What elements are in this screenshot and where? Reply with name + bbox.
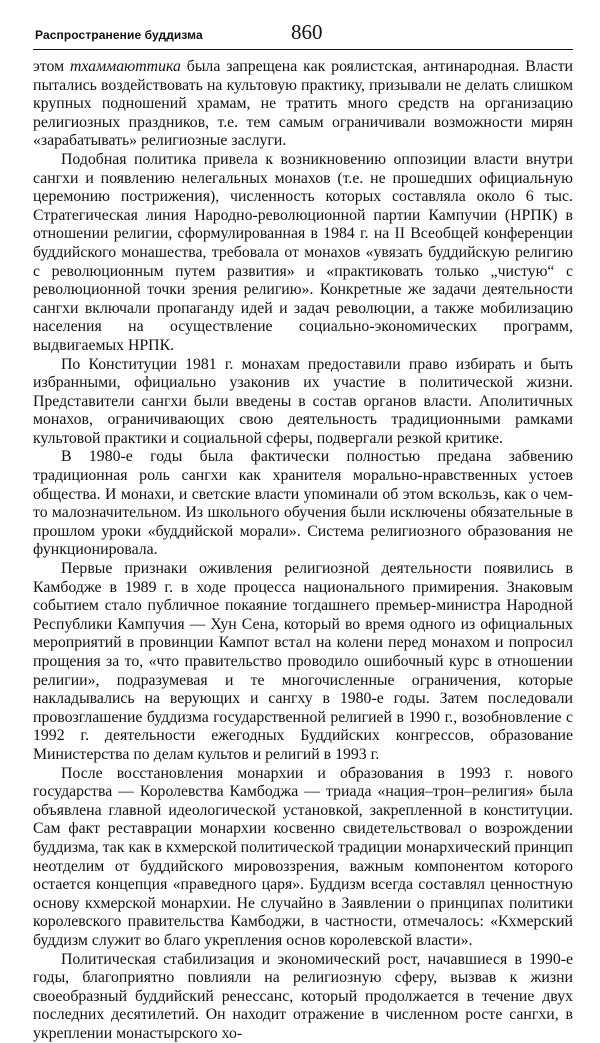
header-rule <box>33 49 573 50</box>
paragraph: После восстановления монархии и образования в 1993 г. нового государства — Королевства Камбоджа — триада «нация–трон–религия» была объявлена главной идеологической установкой, закрепленной в конституции. Сам факт реставрации монархии косвенно свидетельствовал о возрождении буддизма, так как в кхмерской политической традиции монархический принцип неотделим от буддийского мировоззрения, важным компонентом которого остается концепция «праведного царя». Буддизм всегда составлял ценностную основу кхмерской монархии. Не случайно в Заявлении о принципах политики королевского правительства Камбоджи, в частности, отмечалось: «Кхмерский буддизм служит во благо укрепления основ королевской власти». <box>33 765 573 951</box>
running-title: Распространение буддизма <box>35 28 203 42</box>
paragraph: В 1980-е годы была фактически полностью предана забвению традиционная роль сангхи как хранителя морально-нравственных устоев общества. И монахи, и светские власти упоминали об этом вскользь, как о чем-то малозначительном. Из школьного обучения были исключены обязательные в прошлом уроки «буддийской морали». Система религиозного образования не функционировала. <box>33 448 573 560</box>
page-number: 860 <box>291 20 323 45</box>
body-text <box>33 58 573 1043</box>
paragraph: Первые признаки оживления религиозной деятельности появились в Камбодже в 1989 г. в ходе процесса национального примирения. Знаковым событием стало публичное покаяние тогдашнего премьер-министра Народной Республики Кампучия — Хун Сена, который во время одного из официальных мероприятий в провинции Кампот встал на колени перед монахом и попросил прощения за то, «что правительство проводило ошибочный курс в отношении религии», подразумевая и те многочисленные ограничения, которые накладывались на верующих и сангху в 1980-е годы. Затем последовали провозглашение буддизма государственной религией в 1990 г., возобновление с 1992 г. деятельности ежегодных Буддийских конгрессов, образование Министерства по делам культов и религий в 1993 г. <box>33 560 573 765</box>
paragraph <box>33 58 573 151</box>
paragraph-text: этом <box>33 58 70 75</box>
paragraph: Подобная политика привела к возникновению оппозиции власти внутри сангхи и появлению нелегальных монахов (т.е. не прошедших официальную церемонию пострижения), численность которых составляла около 6 тыс. Стратегическая линия Народно-революционной партии Кампучии (НРПК) в отношении религии, сформулированная в 1984 г. на II Всеобщей конференции буддийского монашества, требовала от монахов «увязать буддийскую религию с революционным путем развития» и «практиковать только „чистую“ с революционной точки зрения религию». Конкретные же задачи деятельности сангхи включали пропаганду идей и задач революции, а также мобилизацию населения на осуществление социально-экономических программ, выдвигаемых НРПК. <box>33 151 573 356</box>
page-header <box>33 20 573 48</box>
paragraph: По Конституции 1981 г. монахам предоставили право избирать и быть избранными, официально узаконив их участие в политической жизни. Представители сангхи были введены в состав органов власти. Аполитичных монахов, ограничивающих свою деятельность традиционными рамками культовой практики и социальной сферы, подвергали резкой критике. <box>33 356 573 449</box>
paragraph: Политическая стабилизация и экономический рост, начавшиеся в 1990-е годы, благоприятно повлияли на религиозную сферу, вызвав к жизни своеобразный буддийский ренессанс, который продолжается в течение двух последних десятилетий. Он находит отражение в численном росте сангхи, в укреплении монастырского хо- <box>33 951 573 1043</box>
italic-term: тхаммаюттика <box>70 58 181 75</box>
paragraph-text: была запрещена как роялистская, антинародная. Власти пытались воздействовать на культовую практику, призывали не делать слишком крупных подношений храмам, не тратить много средств на организацию религиозных праздников, т.е. тем самым ограничивали возможности мирян «зарабатывать» религиозные заслуги. <box>33 58 573 149</box>
